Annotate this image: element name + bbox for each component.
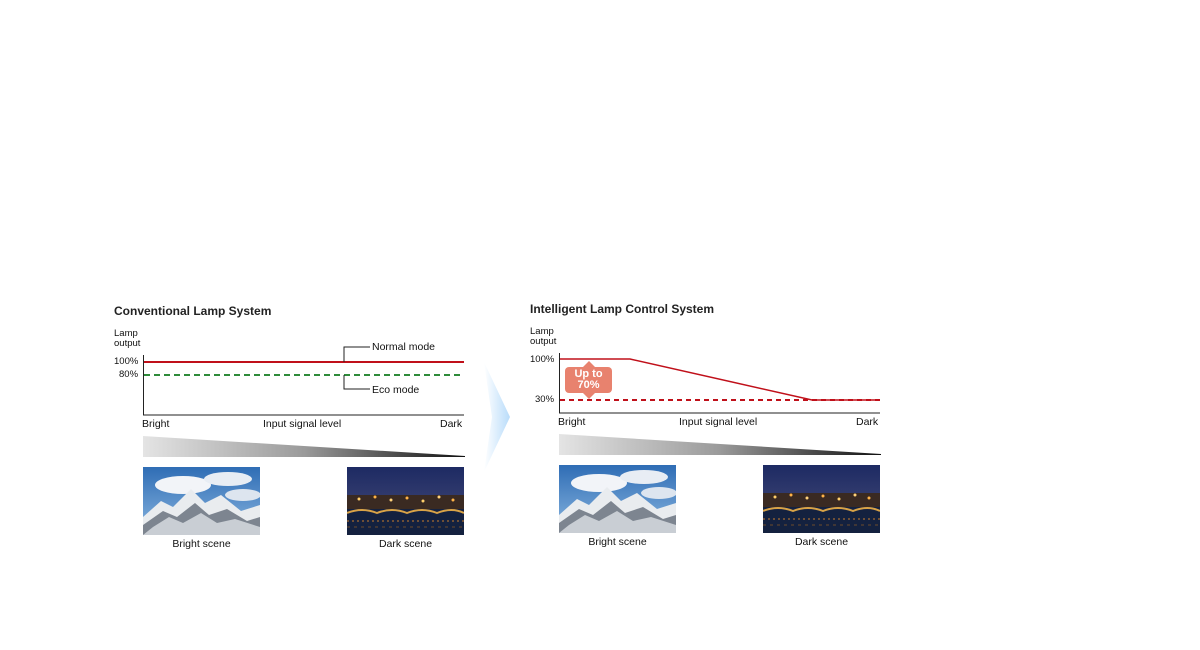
right-tick-30: 30% — [535, 394, 555, 405]
conventional-title: Conventional Lamp System — [114, 304, 272, 318]
right-bright-caption: Bright scene — [588, 536, 647, 548]
left-bright-caption: Bright scene — [172, 538, 231, 550]
left-brightness-gradient — [143, 436, 465, 458]
bright-scene-image — [559, 465, 676, 533]
dark-scene-image — [347, 467, 464, 535]
eco-mode-label: Eco mode — [372, 384, 420, 396]
range-arrow-down-icon — [582, 392, 596, 399]
right-x-label-bright: Bright — [558, 416, 586, 428]
left-y-axis-label-line2: output — [114, 338, 141, 349]
savings-badge — [565, 367, 612, 393]
left-x-label-dark: Dark — [440, 418, 463, 430]
right-tick-100: 100% — [530, 354, 555, 365]
right-brightness-gradient — [559, 434, 881, 456]
left-x-label-bright: Bright — [142, 418, 170, 430]
conventional-chart — [140, 350, 470, 420]
right-x-label-dark: Dark — [856, 416, 879, 428]
right-x-label-center: Input signal level — [679, 416, 758, 428]
right-dark-caption: Dark scene — [794, 536, 849, 548]
normal-mode-leader — [344, 347, 370, 362]
normal-mode-label: Normal mode — [372, 341, 436, 353]
transition-arrow-icon — [484, 362, 514, 472]
bright-scene-image — [143, 467, 260, 535]
left-dark-caption: Dark scene — [378, 538, 433, 550]
left-tick-100: 100% — [114, 356, 139, 367]
left-tick-80: 80% — [119, 369, 139, 380]
left-y-axis-label-line1: Lamp — [114, 328, 138, 339]
intelligent-title: Intelligent Lamp Control System — [530, 302, 715, 316]
savings-badge-line1: Up to — [574, 368, 603, 380]
savings-badge-line2: 70% — [577, 379, 600, 391]
left-x-label-center: Input signal level — [263, 418, 342, 430]
eco-mode-leader — [344, 375, 370, 389]
dark-scene-image — [763, 465, 880, 533]
right-y-axis-label-line1: Lamp — [530, 326, 554, 337]
right-y-axis-label-line2: output — [530, 336, 557, 347]
